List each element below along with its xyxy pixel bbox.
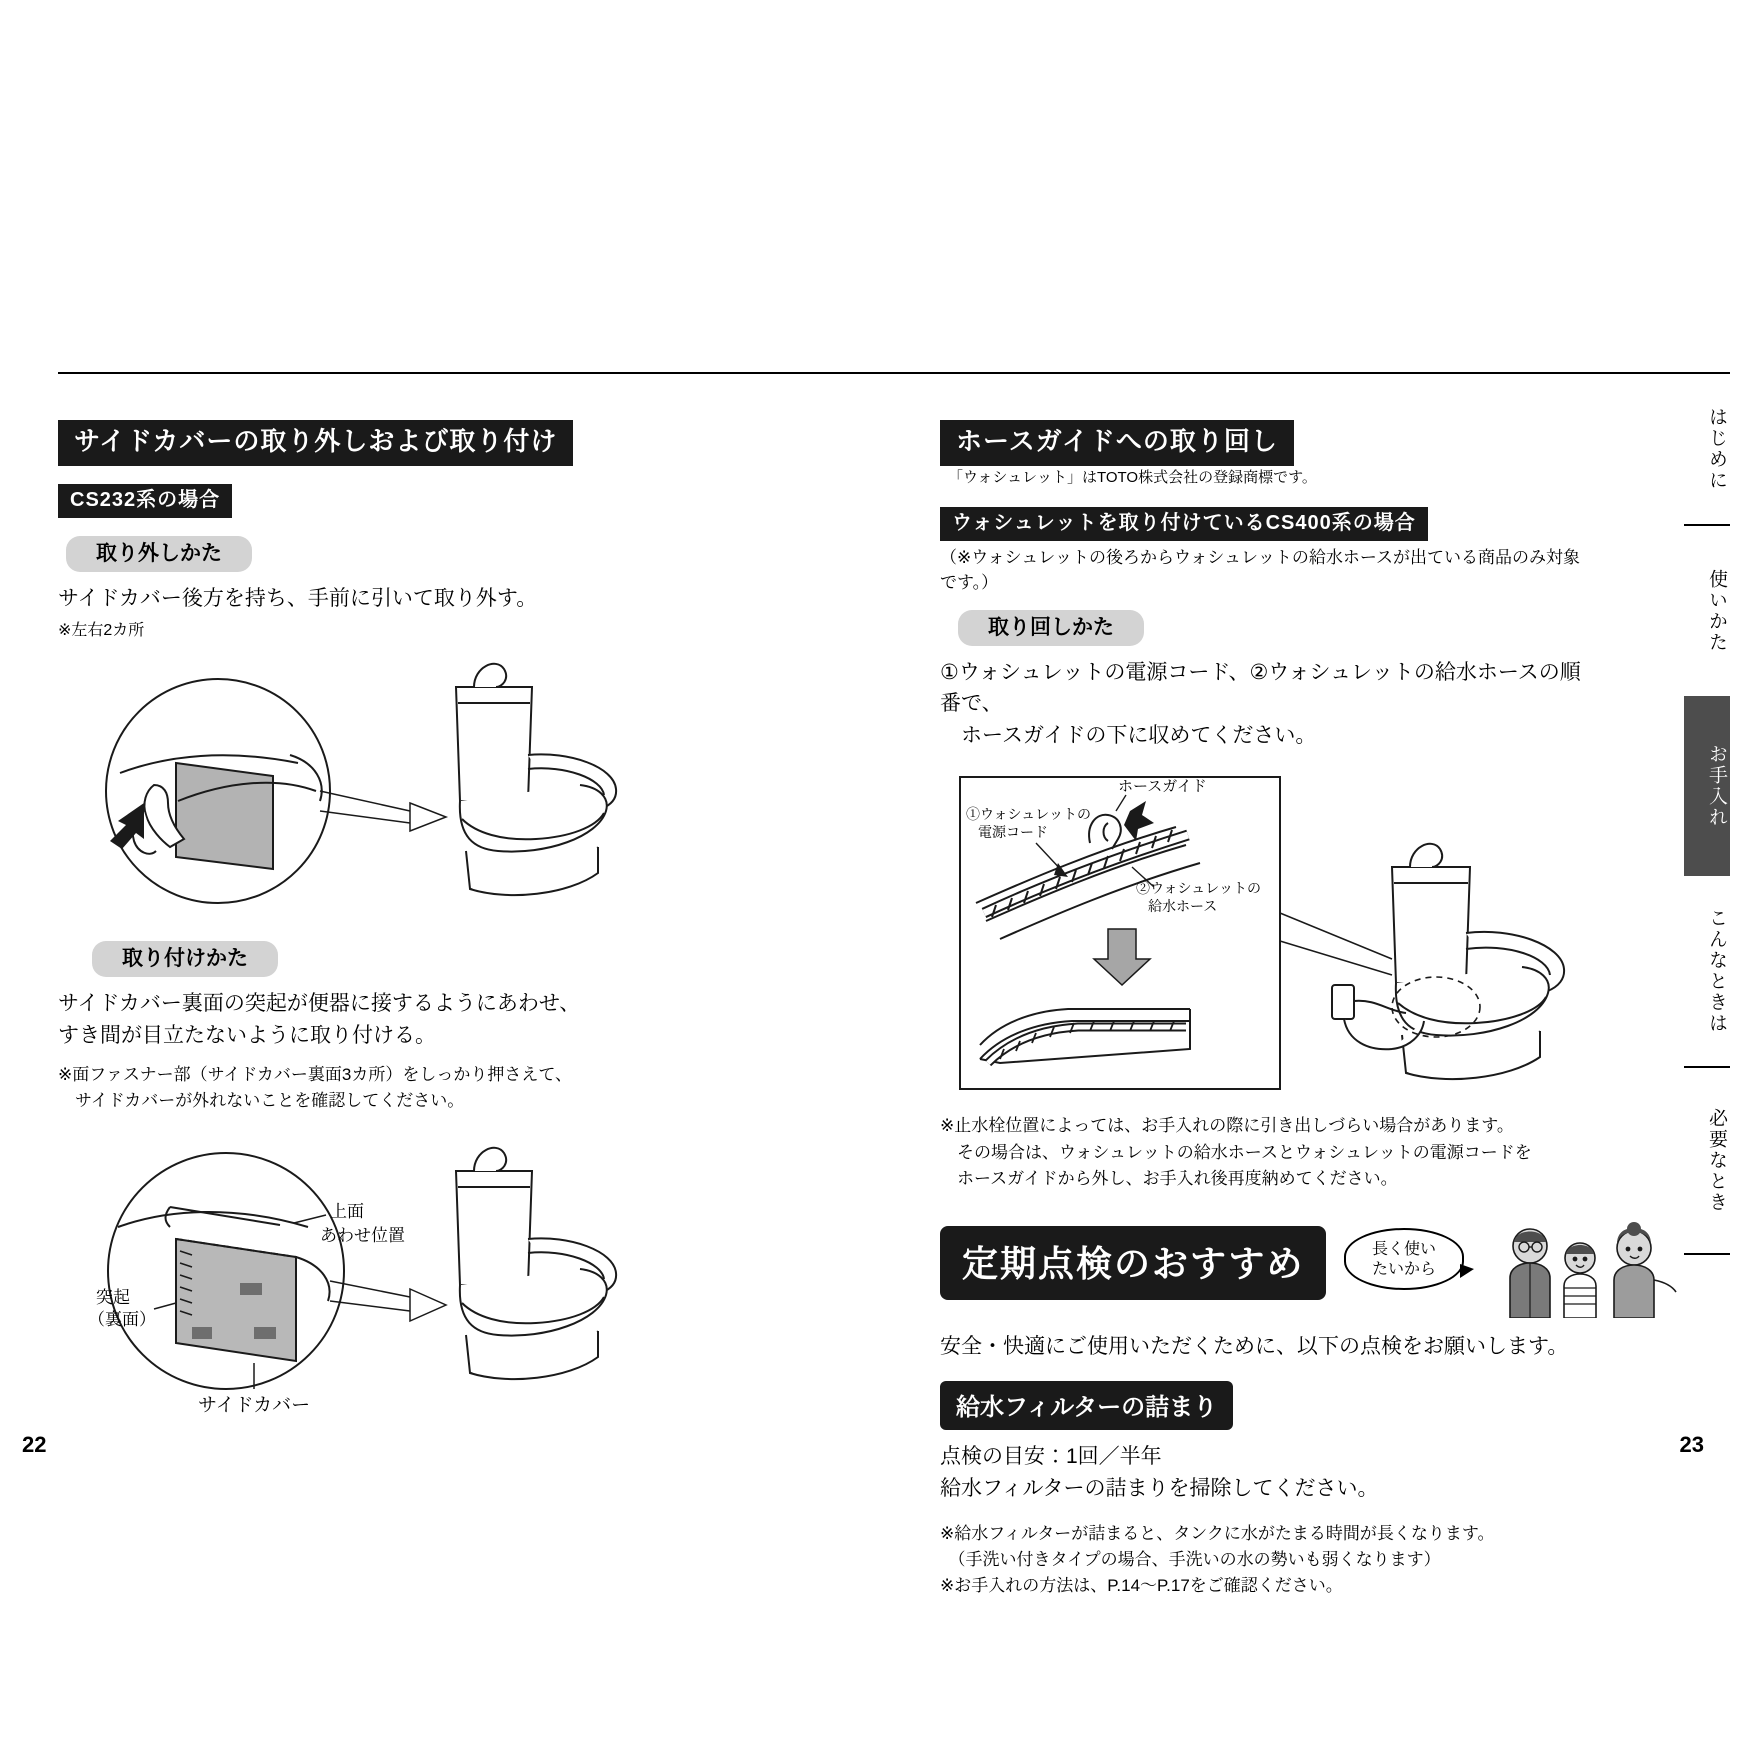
page-number-left: 22	[22, 1432, 47, 1457]
label-top-surface: 上面	[330, 1202, 364, 1222]
install-note-line1: ※面ファスナー部（サイドカバー裏面3カ所）をしっかり押さえて、	[58, 1064, 572, 1084]
left-model-label: CS232系の場合	[58, 484, 232, 518]
left-page-content	[58, 420, 758, 1421]
removal-body: サイドカバー後方を持ち、手前に引いて取り外す。	[58, 587, 538, 611]
label-hose-guide: ホースガイド	[1118, 778, 1207, 796]
label-side-cover: サイドカバー	[198, 1395, 311, 1417]
inspection-interval: 点検の目安：1回／半年	[940, 1444, 1162, 1468]
page-number-right: 23	[1679, 1432, 1704, 1457]
routing-body-line1: ①ウォシュレットの電源コード、②ウォシュレットの給水ホースの順番で、	[940, 661, 1581, 715]
right-model-label: ウォシュレットを取り付けているCS400系の場合	[940, 507, 1428, 541]
filter-heading: 給水フィルターの詰まり	[940, 1381, 1233, 1430]
right-page-content	[940, 420, 1590, 1600]
removal-illustration	[58, 651, 758, 921]
install-heading: 取り付けかた	[92, 941, 278, 977]
label-projection: 突起	[96, 1288, 130, 1308]
left-section-title: サイドカバーの取り外しおよび取り付け	[58, 420, 573, 466]
tab-divider	[1684, 1253, 1730, 1255]
routing-heading: 取り回しかた	[958, 610, 1144, 646]
side-tab-strip	[1684, 372, 1730, 1255]
routing-caution-line1: ※止水栓位置によっては、お手入れの際に引き出しづらい場合があります。	[940, 1116, 1514, 1136]
tab-tsukaikata[interactable]: 使いかた	[1706, 569, 1727, 653]
inspection-lead: 安全・快適にご使用いただくために、以下の点検をお願いします。	[940, 1335, 1569, 1359]
label-back-side: （裏面）	[88, 1310, 156, 1330]
install-note-line2: サイドカバーが外れないことを確認してください。	[58, 1090, 465, 1110]
routing-caution-line2: その場合は、ウォシュレットの給水ホースとウォシュレットの電源コードを	[940, 1142, 1532, 1162]
install-illustration	[58, 1131, 758, 1421]
removal-heading: 取り外しかた	[66, 536, 252, 572]
label-align-position: あわせ位置	[320, 1226, 405, 1246]
top-rule	[58, 372, 1698, 374]
inspection-note-line3: ※お手入れの方法は、P.14〜P.17をご確認ください。	[940, 1576, 1343, 1596]
routing-body-line2: ホースガイドの下に収めてください。	[940, 723, 1317, 747]
label-water-hose-1: ②ウォシュレットの	[1136, 880, 1262, 897]
inspection-banner: 定期点検のおすすめ	[940, 1226, 1326, 1300]
tab-oteire[interactable]: お手入れ	[1684, 696, 1730, 876]
speech-bubble	[1344, 1228, 1464, 1290]
inspection-action: 給水フィルターの詰まりを掃除してください。	[940, 1477, 1379, 1501]
bubble-line2: たいから	[1371, 1261, 1436, 1279]
trademark-note: 「ウォシュレット」はTOTO株式会社の登録商標です。	[948, 468, 1317, 486]
label-power-cord-2: 電源コード	[978, 824, 1048, 841]
right-section-title: ホースガイドへの取り回し	[940, 420, 1294, 466]
routing-caution-line3: ホースガイドから外し、お手入れ後再度納めてください。	[940, 1169, 1398, 1189]
label-power-cord-1: ①ウォシュレットの	[966, 806, 1092, 823]
bubble-line1: 長く使い	[1371, 1241, 1436, 1259]
tab-hajimeni[interactable]: はじめに	[1706, 407, 1727, 491]
family-illustration	[1488, 1222, 1678, 1318]
inspection-banner-row	[940, 1226, 1590, 1312]
tab-konnatokiwa[interactable]: こんなときは	[1706, 908, 1727, 1034]
tab-hitsuyounatoki[interactable]: 必要なとき	[1706, 1108, 1727, 1213]
inspection-note-line2: （手洗い付きタイプの場合、手洗いの水の勢いも弱くなります）	[940, 1550, 1441, 1570]
hose-guide-illustration	[940, 763, 1590, 1103]
install-body-line2: すき間が目立たないように取り付ける。	[58, 1024, 436, 1048]
inspection-note-line1: ※給水フィルターが詰まると、タンクに水がたまる時間が長くなります。	[940, 1523, 1495, 1543]
removal-note: ※左右2カ所	[58, 621, 145, 639]
install-body-line1: サイドカバー裏面の突起が便器に接するようにあわせ、	[58, 991, 581, 1015]
right-model-sub-note: （※ウォシュレットの後ろからウォシュレットの給水ホースが出ている商品のみ対象です。）	[940, 547, 1581, 593]
label-water-hose-2: 給水ホース	[1148, 898, 1218, 915]
